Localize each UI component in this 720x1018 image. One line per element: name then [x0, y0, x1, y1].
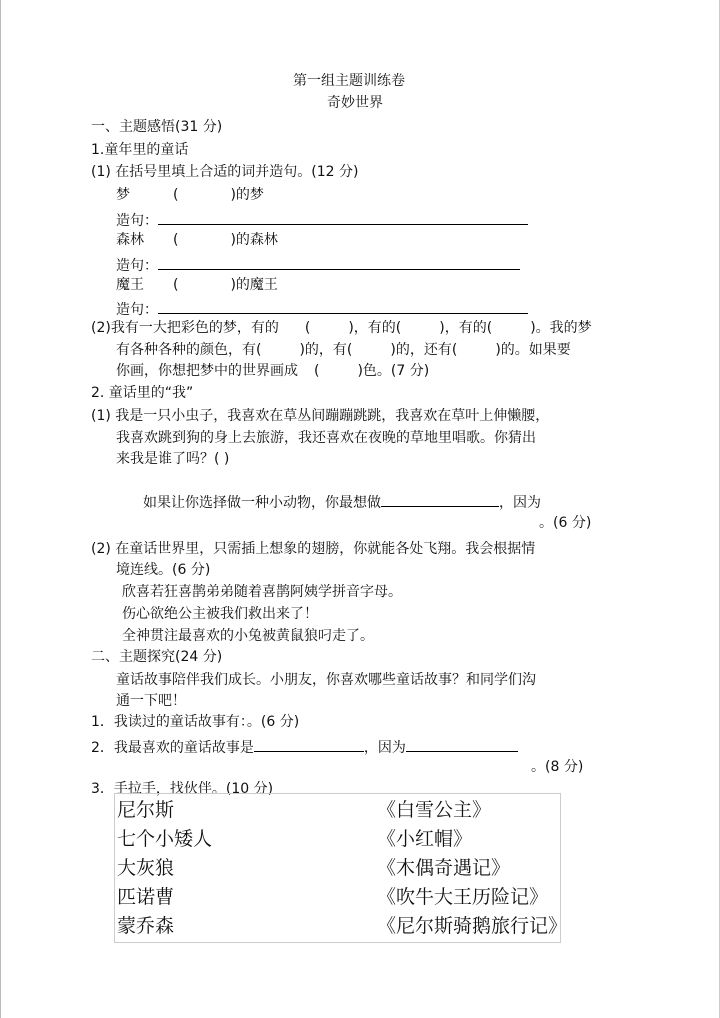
part2-q2-row: 2．我最喜欢的童话故事是 ，因为 [91, 735, 518, 758]
part2-intro-line1: 童话故事陪伴我们成长。小朋友，你喜欢哪些童话故事？和同学们沟 [116, 672, 536, 688]
part2-q3: 3．手拉手，找伙伴。(10 分) [91, 781, 274, 797]
part2-q1: 1．我读过的童话故事有：。(6 分) [91, 714, 300, 730]
sentence-line[interactable] [158, 208, 528, 225]
match-sentence: 欣喜若狂喜鹊弟弟随着喜鹊阿姨学拼音字母。 [122, 584, 402, 600]
story-title[interactable]: 《尼尔斯骑鹅旅行记》 [377, 915, 568, 937]
word-label: 森林 [116, 232, 144, 248]
answer-line[interactable] [406, 735, 518, 752]
animal-choice-row: 如果让你选择做一种小动物，你最想做 ，因为 [143, 490, 541, 513]
q1-sub2-line3: 你画，你想把梦中的世界画成 ( )色。(7 分) [116, 363, 430, 379]
story-title[interactable]: 《吹牛大王历险记》 [377, 886, 549, 908]
q1-sub2-line1: (2)我有一大把彩色的梦，有的 ( )，有的( )，有的( )。我的梦 [91, 320, 592, 336]
sentence-row: 造句： [116, 297, 528, 320]
q2-sub2-line2: 境连线。(6 分) [116, 562, 211, 578]
q2-title: 2. 童话里的“我” [91, 385, 194, 401]
character-name[interactable]: 蒙乔森 [117, 915, 175, 937]
character-name[interactable]: 大灰狼 [117, 857, 175, 879]
sentence-line[interactable] [158, 253, 520, 270]
animal-score: 。(6 分) [539, 515, 592, 531]
q2-sub1-line3: 来我是谁了吗？( ) [116, 451, 230, 467]
word-label: 魔王 [116, 277, 144, 293]
part2-q2-score: 。(8 分) [531, 759, 584, 775]
page-title: 第一组主题训练卷 [293, 73, 405, 89]
character-name[interactable]: 尼尔斯 [117, 799, 175, 821]
q1-title: 1.童年里的童话 [91, 142, 189, 158]
character-name[interactable]: 匹诺曹 [117, 886, 175, 908]
sentence-row: 造句： [116, 208, 528, 231]
answer-line[interactable] [254, 735, 364, 752]
word-item: 梦 ( )的梦 [116, 187, 264, 203]
part2-intro-line2: 通一下吧！ [116, 693, 186, 709]
page-subtitle: 奇妙世界 [327, 95, 383, 111]
matching-box [114, 793, 568, 943]
character-name[interactable]: 七个小矮人 [117, 828, 213, 850]
q2-sub1-line1: (1) 我是一只小虫子，我喜欢在草丛间蹦蹦跳跳，我喜欢在草叶上伸懒腰， [91, 408, 550, 424]
q2-sub2-line1: (2) 在童话世界里，只需插上想象的翅膀，你就能各处飞翔。我会根据情 [91, 541, 536, 557]
match-sentence: 伤心欲绝公主被我们救出来了！ [122, 606, 318, 622]
word-label: 梦 [116, 187, 130, 203]
word-item: 魔王 ( )的魔王 [116, 277, 278, 293]
story-title[interactable]: 《白雪公主》 [377, 799, 492, 821]
story-title[interactable]: 《木偶奇遇记》 [377, 857, 511, 879]
q1-sub1: (1) 在括号里填上合适的词并造句。(12 分) [91, 164, 359, 180]
answer-line[interactable] [381, 490, 499, 507]
story-title[interactable]: 《小红帽》 [377, 828, 473, 850]
sentence-row: 造句： [116, 253, 520, 276]
q1-sub2-line2: 有各种各种的颜色，有( )的，有( )的，还有( )的。如果要 [116, 342, 571, 358]
part2-heading: 二、主题探究(24 分) [91, 649, 223, 665]
sentence-line[interactable] [158, 297, 528, 314]
word-item: 森林 ( )的森林 [116, 232, 278, 248]
match-sentence: 全神贯注最喜欢的小兔被黄鼠狼叼走了。 [122, 628, 374, 644]
q2-sub1-line2: 我喜欢跳到狗的身上去旅游，我还喜欢在夜晚的草地里唱歌。你猜出 [116, 430, 536, 446]
part1-heading: 一、主题感悟(31 分) [91, 119, 223, 135]
